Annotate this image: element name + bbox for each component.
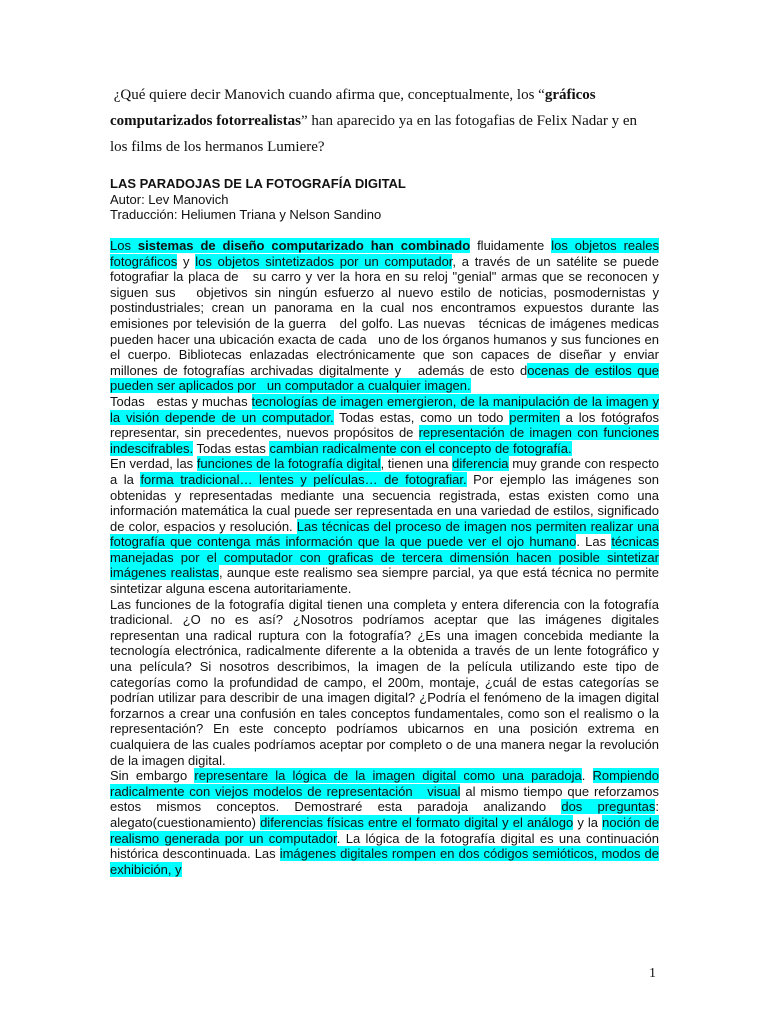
article-body <box>110 238 659 932</box>
text-run: Las funciones de la fotografía digital tienen una completa y entera diferencia con la fotografía tradicional. ¿O no es así? ¿Nosotros podríamos aceptar que las imágenes digitales representan una radical ruptura con la fotografía? ¿Es una imagen concebida mediante la tecnología electrónica, radicalmente diferente a la obtenida a través de un lente fotográfico y una película? Si nosotros describimos, la imagen de la película utilizando este tipo de categorías como la profundidad de campo, el 200m, montaje, ¿cuál de estas categorías se podrían utilizar para describir de una imagen digital? ¿Podría el fenómeno de la imagen digital forzarnos a crear una confusión en tales conceptos fundamentales, como son el realismo o la representación? En este concepto podríamos ubicarnos en una posición extrema en cualquiera de las cuales podríamos aceptar por completo o de una manera negar la revolución de la imagen digital. <box>110 596 659 768</box>
highlighted-text: Las técnicas del proceso de imagen nos permiten realizar una fotografía que contenga más información que la que puede ver el ojo humano <box>110 518 659 550</box>
highlighted-text: sistemas de diseño computarizado han combinado <box>137 238 471 253</box>
text-run: Todas estas, como un todo <box>333 409 510 425</box>
question-text-part1: ¿Qué quiere decir Manovich cuando afirma que, conceptualmente, los “ <box>113 87 545 103</box>
paragraph-3 <box>110 456 659 596</box>
text-run: En verdad, las <box>110 456 197 472</box>
text-run: , a través de un satélite se puede fotografiar la placa de su carro y ver la hora en su reloj "genial" armas que se reconocen y siguen sus objetivos sin ningún esfuerzo al nuevo estilo de noticias, posmodernistas y postindustriales; crean un panorama en la cual nos encontramos expuestos durante las emisiones por televisión de la guerra del golfo. Las nuevas técnicas de imágenes medicas pueden hacer una ubicación exacta de cada uno de los órganos humanos y sus funciones en el cuerpo. Bibliotecas enlazadas electrónicamente que son capaces de diseñar y enviar millones de fotografías archivadas digitalmente y además de esto d <box>110 253 659 378</box>
highlighted-text: imágenes digitales rompen en dos códigos semióticos, modos de exhibición, y <box>110 846 659 877</box>
article-title: LAS PARADOJAS DE LA FOTOGRAFÍA DIGITAL <box>110 176 406 191</box>
article-translation: Traducción: Heliumen Triana y Nelson Sandino <box>110 207 382 223</box>
highlighted-text: dos preguntas <box>561 799 656 815</box>
text-run: al mismo tiempo que reforzamos estos mismos conceptos. Demostraré esta paradoja analizando <box>110 783 659 815</box>
text-run: : alegato(cuestionamiento) <box>110 799 659 830</box>
highlighted-text: diferencias físicas entre el formato digital y el análogo <box>260 814 574 830</box>
paragraph-2 <box>110 394 659 456</box>
paragraph-4 <box>110 597 659 769</box>
article-author: Autor: Lev Manovich <box>110 191 229 207</box>
text-run: Todas estas y muchas <box>110 393 252 409</box>
text-run: , tienen una <box>380 456 453 472</box>
highlighted-text: los objetos reales fotográficos <box>110 238 659 269</box>
highlighted-text: diferencia <box>452 456 509 472</box>
highlighted-text: los objetos sintetizados por un computador <box>195 253 453 269</box>
highlighted-text: cambian radicalmente con el concepto de fotografía. <box>269 440 572 456</box>
text-run: Sin embargo <box>110 768 195 784</box>
text-run: y la <box>573 814 603 830</box>
highlighted-text: Rompiendo radicalmente con viejos modelos de representación visual <box>110 768 659 799</box>
question-bold-term: gráficos computarizados fotorrealistas <box>110 87 596 129</box>
text-run: Todas estas <box>193 440 270 456</box>
highlighted-text: técnicas manejadas por el computador con graficas de tercera dimensión hacen posible sintetizar imágenes realistas <box>110 534 659 581</box>
paragraph-5 <box>110 768 659 877</box>
text-run: . <box>581 768 593 784</box>
text-run: Por ejemplo las imágenes son obtenidas y representadas mediante una secuencia registrada, estas existen como una información matemática la cual puede ser representada en una variedad de estilos, significado de color, espacios y resolución. <box>110 471 659 534</box>
text-run: y <box>177 253 196 269</box>
text-run: a los fotógrafos representar, sin precedentes, nuevos propósitos de <box>110 409 659 441</box>
highlighted-text: tecnologías de imagen emergieron, de la manipulación de la imagen y la visión depende de un computador. <box>110 393 659 425</box>
text-run: muy grande con respecto a la <box>110 456 659 487</box>
study-question <box>110 82 658 160</box>
highlighted-text: permiten <box>509 409 560 425</box>
page-number: 1 <box>649 966 656 981</box>
highlighted-text: noción de realismo generada por un computador <box>110 814 659 846</box>
highlighted-text: representare la lógica de la imagen digital como una paradoja <box>194 768 582 784</box>
highlighted-text: forma tradicional… lentes y películas… de fotografiar. <box>140 471 467 487</box>
highlighted-text: funciones de la fotografía digital <box>196 456 381 472</box>
text-run: . La lógica de la fotografía digital es una continuación histórica descontinuada. Las <box>110 830 659 862</box>
text-run: . Las <box>576 534 612 550</box>
highlighted-text: representación de imagen con funciones indescifrables. <box>110 425 659 456</box>
text-run: , aunque este realismo sea siempre parcial, ya que está técnica no permite sintetizar alguna escena autoritariamente. <box>110 565 659 597</box>
highlighted-text: ocenas de estilos que pueden ser aplicados por un computador a cualquier imagen. <box>110 362 659 394</box>
text-run: fluidamente <box>470 238 552 253</box>
question-text-part2: ” han aparecido ya en las fotogafias de Felix Nadar y en los films de los hermanos Lumiere? <box>110 113 638 155</box>
highlighted-text: Los <box>110 238 138 253</box>
paragraph-1 <box>110 238 659 394</box>
article-header <box>110 176 658 223</box>
